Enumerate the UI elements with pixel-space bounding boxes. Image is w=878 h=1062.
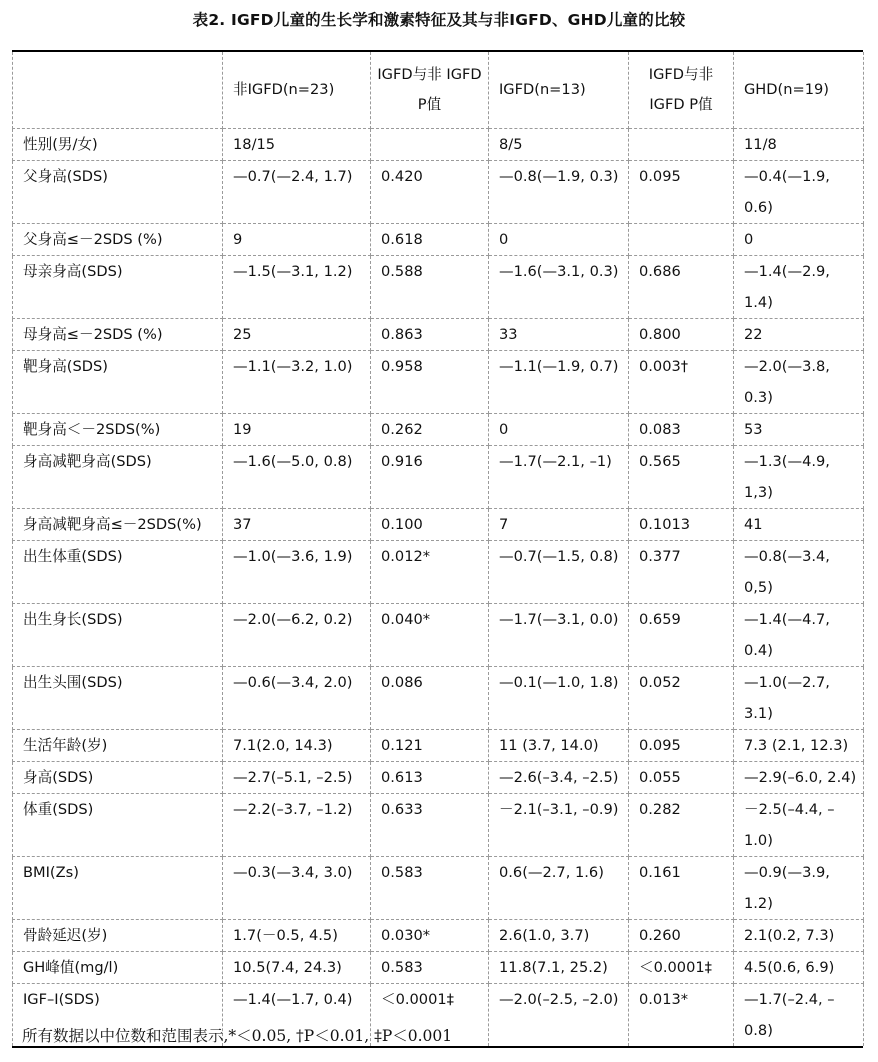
table-cell: —0.8(—3.4, 0,5) — [734, 540, 864, 603]
table-cell: —1.3(—4.9, 1,3) — [734, 445, 864, 508]
table-row — [13, 951, 864, 983]
table-row — [13, 919, 864, 951]
data-table-wrapper — [12, 50, 863, 1048]
table-cell: －2.1(–3.1, –0.9) — [489, 793, 629, 856]
header-cell-0 — [13, 52, 223, 128]
table-cell: —0.9(—3.9, 1.2) — [734, 856, 864, 919]
table-cell: 7 — [489, 508, 629, 540]
table-cell: 2.1(0.2, 7.3) — [734, 919, 864, 951]
table-row — [13, 793, 864, 856]
table-row — [13, 413, 864, 445]
table-cell: 0.565 — [629, 445, 734, 508]
table-cell: 53 — [734, 413, 864, 445]
table-cell: 0.086 — [371, 666, 489, 729]
table-cell: 0.100 — [371, 508, 489, 540]
table-row — [13, 350, 864, 413]
table-cell: 0.161 — [629, 856, 734, 919]
table-cell: 靶身高(SDS) — [13, 350, 223, 413]
table-cell: 0.012* — [371, 540, 489, 603]
table-cell: 33 — [489, 318, 629, 350]
table-cell: 0.800 — [629, 318, 734, 350]
table-title: 表2. IGFD儿童的生长学和激素特征及其与非IGFD、GHD儿童的比较 — [192, 11, 686, 29]
table-cell: —0.3(—3.4, 3.0) — [223, 856, 371, 919]
table-cell: 2.6(1.0, 3.7) — [489, 919, 629, 951]
table-cell: 0.095 — [629, 729, 734, 761]
table-cell: 19 — [223, 413, 371, 445]
table-cell: 7.1(2.0, 14.3) — [223, 729, 371, 761]
table-cell: 18/15 — [223, 128, 371, 160]
table-row — [13, 160, 864, 223]
table-cell: －2.5(–4.4, –1.0) — [734, 793, 864, 856]
table-cell: 靶身高＜－2SDS(%) — [13, 413, 223, 445]
table-cell: 体重(SDS) — [13, 793, 223, 856]
table-cell: 0.003† — [629, 350, 734, 413]
table-row — [13, 508, 864, 540]
table-cell: 0.262 — [371, 413, 489, 445]
table-cell: —0.8(—1.9, 0.3) — [489, 160, 629, 223]
table-cell: —0.7(—1.5, 0.8) — [489, 540, 629, 603]
table-cell: 出生体重(SDS) — [13, 540, 223, 603]
table-cell: —1.7(—2.1, –1) — [489, 445, 629, 508]
table-cell: 0.030* — [371, 919, 489, 951]
table-cell: —2.0(—6.2, 0.2) — [223, 603, 371, 666]
table-cell: 身高(SDS) — [13, 761, 223, 793]
header-cell-2: IGFD与非 IGFD P值 — [371, 52, 489, 128]
header-cell-1: 非IGFD(n=23) — [223, 52, 371, 128]
table-cell: 0.040* — [371, 603, 489, 666]
table-cell: IGF–I(SDS) — [13, 983, 223, 1046]
table-cell: 0.1013 — [629, 508, 734, 540]
table-row — [13, 729, 864, 761]
table-cell: 0.6(—2.7, 1.6) — [489, 856, 629, 919]
table-cell: —1.4(—4.7, 0.4) — [734, 603, 864, 666]
table-cell: —2.0(—3.8, 0.3) — [734, 350, 864, 413]
table-cell: 0.916 — [371, 445, 489, 508]
header-cell-5: GHD(n=19) — [734, 52, 864, 128]
table-cell: 25 — [223, 318, 371, 350]
table-cell: —2.2(–3.7, –1.2) — [223, 793, 371, 856]
table-cell: —1.5(—3.1, 1.2) — [223, 255, 371, 318]
table-cell: 0.588 — [371, 255, 489, 318]
table-cell: 0.055 — [629, 761, 734, 793]
table-cell: —1.7(–2.4, –0.8) — [734, 983, 864, 1046]
table-cell: 41 — [734, 508, 864, 540]
table-cell: 0.420 — [371, 160, 489, 223]
table-cell: —0.4(—1.9, 0.6) — [734, 160, 864, 223]
table-cell: 身高减靶身高≤－2SDS(%) — [13, 508, 223, 540]
header-cell-4: IGFD与非 IGFD P值 — [629, 52, 734, 128]
table-row — [13, 603, 864, 666]
table-cell: —1.7(—3.1, 0.0) — [489, 603, 629, 666]
table-cell: 0.260 — [629, 919, 734, 951]
table-cell — [629, 128, 734, 160]
table-cell: —0.7(—2.4, 1.7) — [223, 160, 371, 223]
table-cell: —1.6(—3.1, 0.3) — [489, 255, 629, 318]
table-cell: —2.9(–6.0, 2.4) — [734, 761, 864, 793]
table-cell: 0.659 — [629, 603, 734, 666]
table-cell: —1.4(—1.7, 0.4) — [223, 983, 371, 1046]
table-cell: 出生头围(SDS) — [13, 666, 223, 729]
table-cell: BMI(Zs) — [13, 856, 223, 919]
table-cell: 0.583 — [371, 951, 489, 983]
table-cell: ＜0.0001‡ — [371, 983, 489, 1046]
table-row — [13, 255, 864, 318]
table-cell: 11/8 — [734, 128, 864, 160]
table-cell: 0 — [489, 223, 629, 255]
table-cell: 1.7(－0.5, 4.5) — [223, 919, 371, 951]
table-cell: —1.1(—3.2, 1.0) — [223, 350, 371, 413]
table-cell: 11.8(7.1, 25.2) — [489, 951, 629, 983]
table-cell: 9 — [223, 223, 371, 255]
header-cell-3: IGFD(n=13) — [489, 52, 629, 128]
table-cell: 0.377 — [629, 540, 734, 603]
table-cell: 骨龄延迟(岁) — [13, 919, 223, 951]
table-cell: 0 — [489, 413, 629, 445]
table-cell: 0.863 — [371, 318, 489, 350]
table-cell: —2.7(–5.1, –2.5) — [223, 761, 371, 793]
table-row — [13, 128, 864, 160]
table-cell: 37 — [223, 508, 371, 540]
table-cell: ＜0.0001‡ — [629, 951, 734, 983]
table-cell: 0 — [734, 223, 864, 255]
table-cell: —1.6(—5.0, 0.8) — [223, 445, 371, 508]
table-cell — [371, 128, 489, 160]
table-cell: 身高减靶身高(SDS) — [13, 445, 223, 508]
table-cell: 7.3 (2.1, 12.3) — [734, 729, 864, 761]
table-cell: 22 — [734, 318, 864, 350]
table-cell: —1.4(—2.9, 1.4) — [734, 255, 864, 318]
header-row — [13, 52, 864, 128]
table-cell — [629, 223, 734, 255]
table-cell: —1.0(—2.7, 3.1) — [734, 666, 864, 729]
table-cell: 0.095 — [629, 160, 734, 223]
table-cell: —0.6(—3.4, 2.0) — [223, 666, 371, 729]
table-cell: 0.618 — [371, 223, 489, 255]
table-cell: 0.958 — [371, 350, 489, 413]
table-cell: 0.282 — [629, 793, 734, 856]
table-cell: —1.0(—3.6, 1.9) — [223, 540, 371, 603]
table-cell: —2.6(–3.4, –2.5) — [489, 761, 629, 793]
table-cell: 母身高≤－2SDS (%) — [13, 318, 223, 350]
table-cell: 母亲身高(SDS) — [13, 255, 223, 318]
table-cell: 0.583 — [371, 856, 489, 919]
table-cell: 出生身长(SDS) — [13, 603, 223, 666]
table-body — [13, 128, 864, 1046]
table-cell: 0.121 — [371, 729, 489, 761]
table-cell: 0.052 — [629, 666, 734, 729]
table-cell: —2.0(–2.5, –2.0) — [489, 983, 629, 1046]
table-cell: 父身高(SDS) — [13, 160, 223, 223]
table-cell: 8/5 — [489, 128, 629, 160]
table-cell: 生活年龄(岁) — [13, 729, 223, 761]
table-row — [13, 223, 864, 255]
table-row — [13, 540, 864, 603]
table-cell: —0.1(—1.0, 1.8) — [489, 666, 629, 729]
table-row — [13, 318, 864, 350]
table-cell: 父身高≤－2SDS (%) — [13, 223, 223, 255]
table-cell: 0.613 — [371, 761, 489, 793]
table-cell: GH峰值(mg/l) — [13, 951, 223, 983]
table-row — [13, 445, 864, 508]
table-cell: 0.083 — [629, 413, 734, 445]
table-cell: 11 (3.7, 14.0) — [489, 729, 629, 761]
table-cell: 0.633 — [371, 793, 489, 856]
table-row — [13, 761, 864, 793]
table-cell: 性别(男/女) — [13, 128, 223, 160]
data-table — [12, 52, 864, 1046]
table-footnote: 所有数据以中位数和范围表示,*＜0.05, †P＜0.01, ‡P＜0.001 — [22, 1027, 453, 1045]
table-cell: 10.5(7.4, 24.3) — [223, 951, 371, 983]
table-cell: 0.686 — [629, 255, 734, 318]
table-row — [13, 856, 864, 919]
table-cell: 0.013* — [629, 983, 734, 1046]
table-row — [13, 666, 864, 729]
table-cell: —1.1(—1.9, 0.7) — [489, 350, 629, 413]
table-cell: 4.5(0.6, 6.9) — [734, 951, 864, 983]
